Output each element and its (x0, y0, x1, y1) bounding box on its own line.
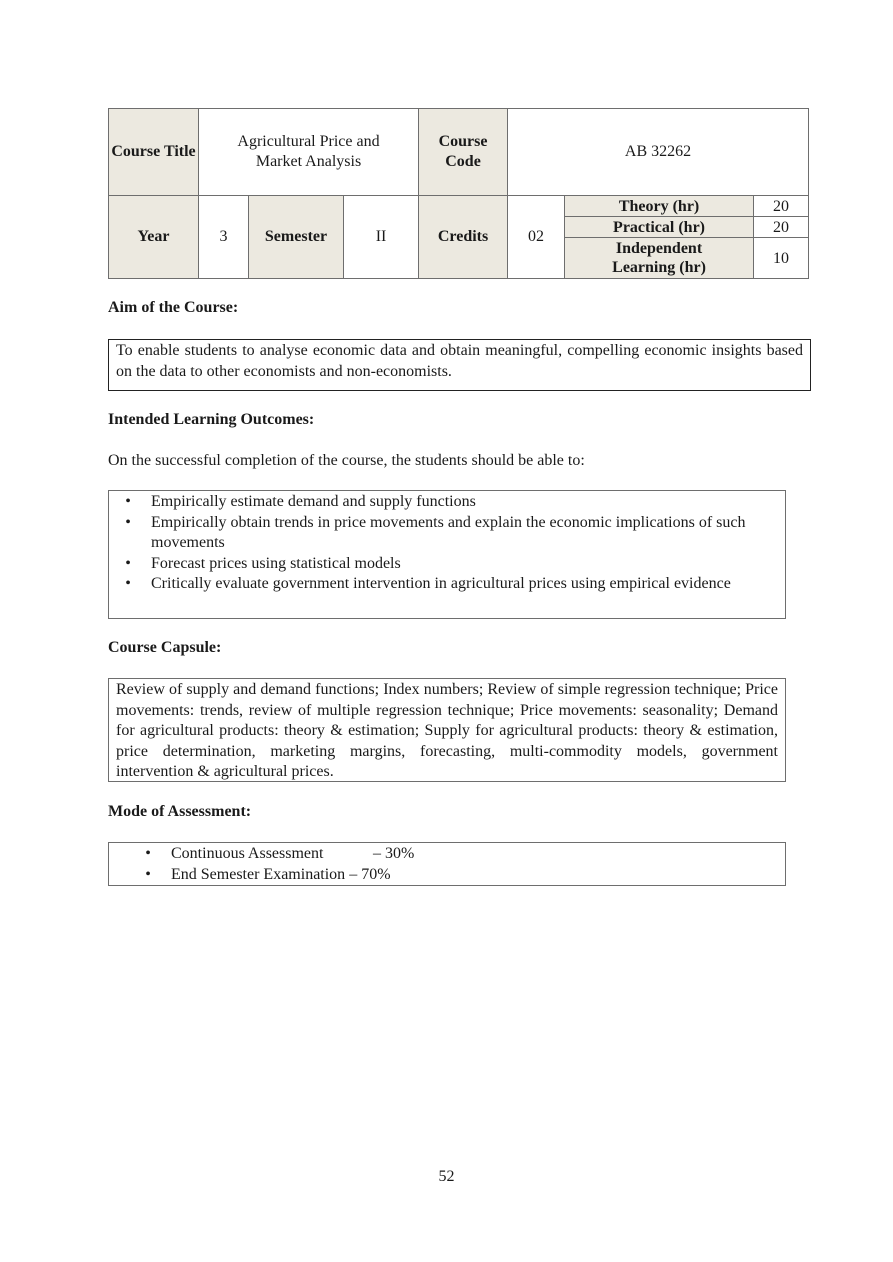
bullet-icon: • (145, 845, 151, 862)
course-code-label: Course Code (419, 109, 508, 196)
capsule-text: Review of supply and demand functions; Index numbers; Review of simple regression technique; Price movements: trends, review of multiple regression technique; Price movements: seasonality; Demand for agricultural products: theory & estimation; Supply for agricultural products: theory & estimation, price determination, marketing margins, forecasting, multi-commodity models, government intervention & agricultural prices. (116, 681, 778, 780)
learning-outcomes-list (109, 492, 777, 595)
assessment-label: Continuous Assessment (171, 845, 324, 862)
aim-box (108, 339, 811, 391)
list-item: • Critically evaluate government intervention in agricultural prices using empirical evidence (109, 574, 777, 595)
semester-label: Semester (249, 196, 344, 279)
list-item: • Empirically obtain trends in price movements and explain the economic implications of such movements (109, 513, 777, 554)
independent-learning-hours-value: 10 (754, 238, 809, 279)
course-code-value: AB 32262 (508, 109, 809, 196)
theory-hours-label: Theory (hr) (565, 196, 754, 217)
assessment-value: – 70% (349, 865, 391, 883)
bullet-icon: • (125, 513, 131, 531)
aim-heading: Aim of the Course: (108, 299, 239, 316)
independent-learning-hours-label: Independent Learning (hr) (565, 238, 754, 279)
bullet-icon: • (125, 493, 131, 510)
capsule-box (108, 678, 786, 782)
bullet-icon: • (145, 865, 151, 883)
page-number: 52 (438, 1168, 455, 1185)
year-value: 3 (199, 196, 249, 279)
list-item (109, 844, 785, 865)
bullet-icon: • (125, 554, 131, 572)
list-item (109, 865, 785, 886)
course-info-table (108, 108, 809, 279)
practical-hours-label: Practical (hr) (565, 217, 754, 238)
bullet-icon: • (125, 575, 131, 592)
learning-outcomes-heading: Intended Learning Outcomes: (108, 411, 315, 428)
assessment-value: – 30% (373, 845, 415, 862)
list-item: • Empirically estimate demand and supply functions (109, 492, 777, 513)
semester-value: II (344, 196, 419, 279)
assessment-box (108, 842, 786, 886)
learning-outcomes-box (108, 490, 786, 619)
course-title-label: Course Title (109, 109, 199, 196)
assessment-heading: Mode of Assessment: (108, 803, 252, 820)
learning-outcomes-intro: On the successful completion of the course, the students should be able to: (108, 452, 585, 469)
aim-text: To enable students to analyse economic data and obtain meaningful, compelling economic insights based on the data to other economists and non-economists. (116, 342, 803, 380)
year-label: Year (109, 196, 199, 279)
theory-hours-value: 20 (754, 196, 809, 217)
capsule-heading: Course Capsule: (108, 639, 222, 656)
course-title-value: Agricultural Price and Market Analysis (199, 109, 419, 196)
assessment-list (109, 844, 785, 885)
list-item: • Forecast prices using statistical models (109, 554, 777, 575)
practical-hours-value: 20 (754, 217, 809, 238)
assessment-label: End Semester Examination (171, 865, 346, 883)
credits-label: Credits (419, 196, 508, 279)
credits-value: 02 (508, 196, 565, 279)
